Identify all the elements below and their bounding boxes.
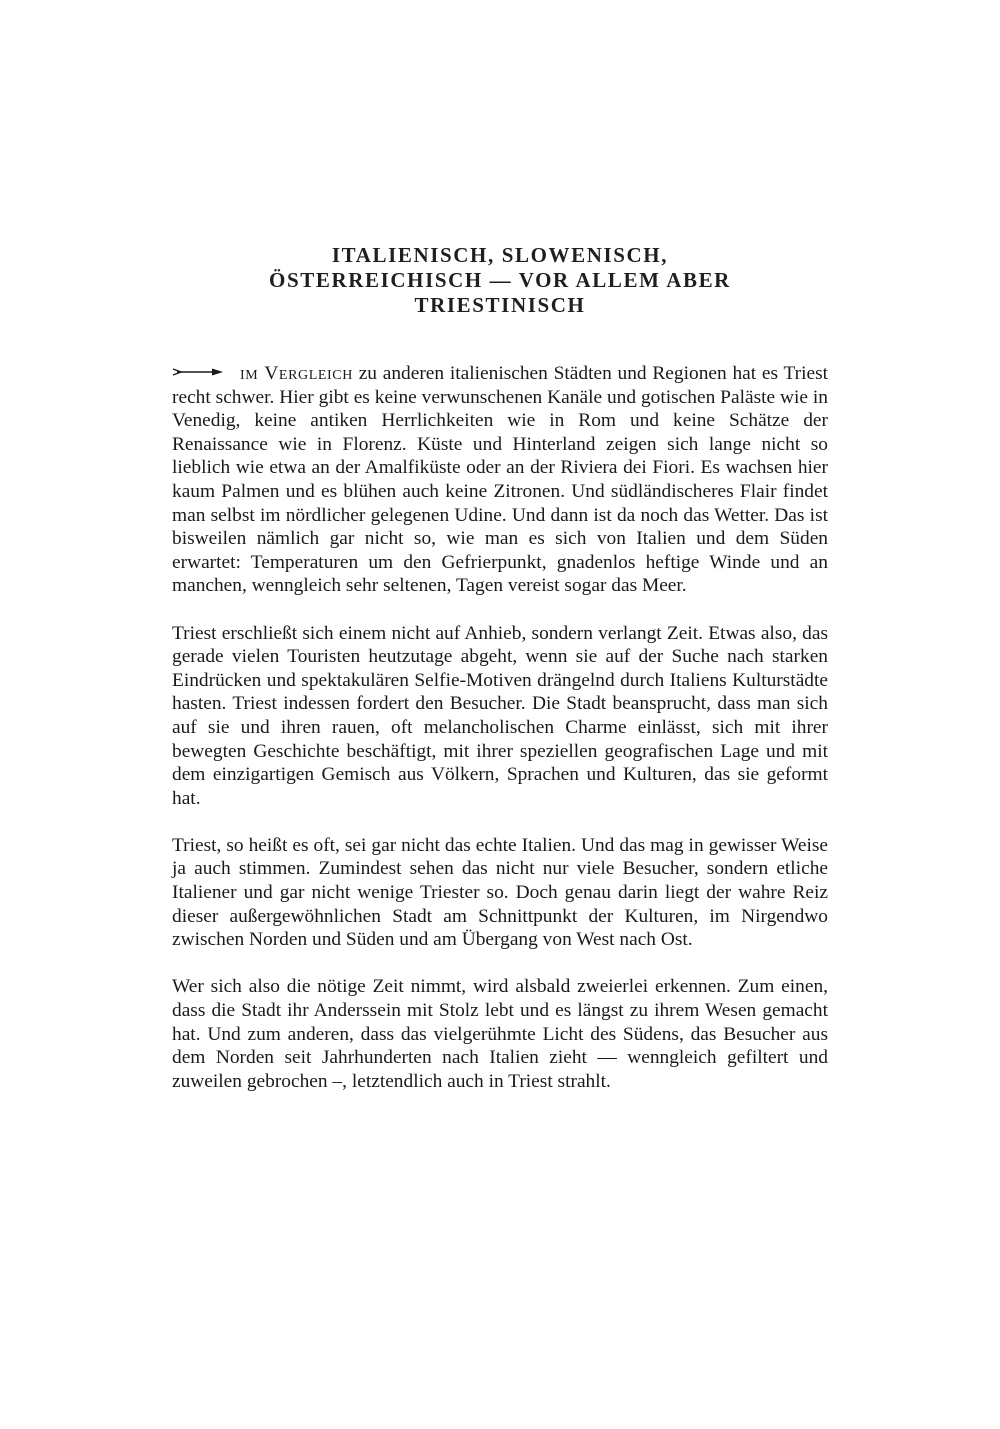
paragraph-3: Triest, so heißt es oft, sei gar nicht das echte Italien. Und das mag in gewisser Weise ja auch stimmen. Zumindest sehen das nicht nur viele Besucher, sondern etliche Italiener und gar nicht wenige Triester so. Doch genau darin liegt der wahre Reiz dieser außergewöhnlichen Stadt am Schnittpunkt der Kulturen, im Nirgendwo zwischen Norden und Süden und am Übergang von West nach Ost. <box>172 834 828 951</box>
heading-line-2: ÖSTERREICHISCH — VOR ALLEM ABER <box>269 268 731 292</box>
heading-line-3: TRIESTINISCH <box>414 293 586 317</box>
body-text <box>172 362 828 1093</box>
heading-line-1: ITALIENISCH, SLOWENISCH, <box>331 243 669 267</box>
paragraph-4: Wer sich also die nötige Zeit nimmt, wird alsbald zweierlei erkennen. Zum einen, dass die Stadt ihr Anderssein mit Stolz lebt und es längst zu ihrem Wesen gemacht hat. Und zum anderen, dass das vielgerühmte Licht des Südens, das Besucher aus dem Norden seit Jahrhunderten nach Italien zieht — wenngleich gefiltert und zuweilen gebrochen –, letztendlich auch in Triest strahlt. <box>172 976 828 1092</box>
paragraph-2: Triest erschließt sich einem nicht auf Anhieb, sondern verlangt Zeit. Etwas also, das gerade vielen Touristen heutzutage abgeht, wenn sie auf der Suche nach starken Eindrücken und spektakulären Selfie-Motiven drängelnd durch Italiens Kulturstädte hasten. Triest indessen fordert den Besucher. Die Stadt beansprucht, dass man sich auf sie und ihren rauen, oft melancholischen Charme einlässt, sich mit ihrer bewegten Geschichte beschäftigt, mit ihrer speziellen geografischen Lage und mit dem einzigartigen Gemisch aus Völkern, Sprachen und Kulturen, das sie geformt hat. <box>172 622 828 809</box>
arrow-right-icon <box>172 367 224 377</box>
lead-words: im Vergleich <box>240 363 353 384</box>
paragraph-1 <box>172 362 828 598</box>
document-page <box>172 243 828 1117</box>
paragraph-1-text: zu anderen italienischen Städten und Regionen hat es Triest recht schwer. Hier gibt es keine verwunschenen Kanäle und gotischen Paläste wie in Venedig, keine antiken Herrlichkeiten wie in Rom und keine Schätze der Renaissance wie in Florenz. Küste und Hinterland zeigen sich lange nicht so lieblich wie etwa an der Amalfiküste oder an der Riviera dei Fiori. Es wachsen hier kaum Palmen und es blühen auch keine Zitronen. Und südländischeres Flair findet man selbst im nördlicher gelegenen Udine. Und dann ist da noch das Wetter. Das ist bisweilen nämlich gar nicht so, wie man es sich von Italien und dem Süden erwartet: Temperaturen um den Gefrierpunkt, gnadenlos heftige Winde und an manchen, wenngleich sehr seltenen, Tagen vereist sogar das Meer. <box>172 363 828 597</box>
chapter-heading <box>172 243 828 318</box>
